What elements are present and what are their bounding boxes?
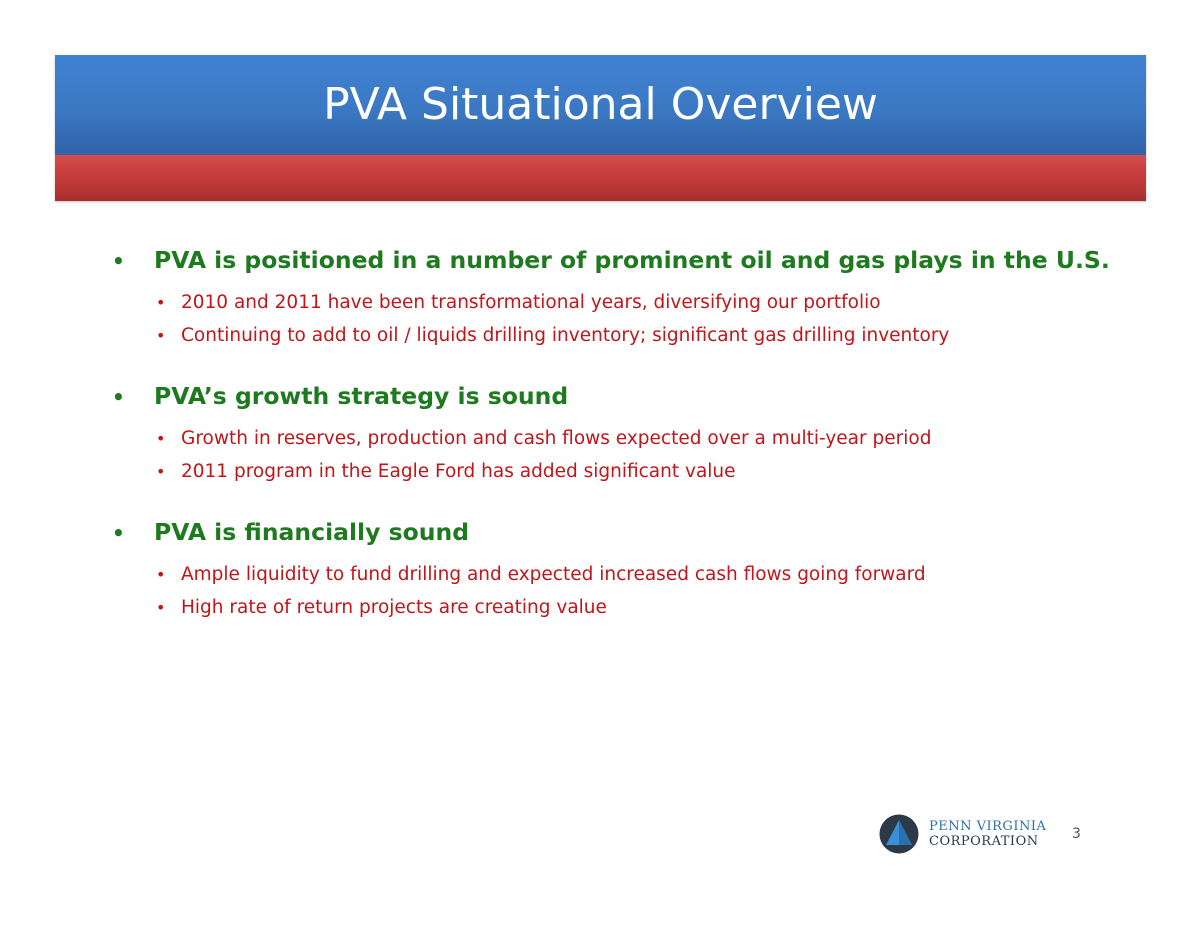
logo-wordmark bbox=[929, 819, 1046, 849]
sub-bullet bbox=[156, 319, 1112, 352]
sub-bullet-list bbox=[112, 286, 1112, 352]
title-banner-top bbox=[55, 55, 1146, 155]
bullet-icon: • bbox=[156, 326, 166, 345]
page-number: 3 bbox=[1072, 826, 1081, 842]
slide-title: PVA Situational Overview bbox=[323, 79, 878, 130]
title-banner-stripe bbox=[55, 155, 1146, 201]
bullet-icon: • bbox=[156, 565, 166, 584]
slide-content bbox=[112, 242, 1112, 650]
sub-bullet bbox=[156, 422, 1112, 455]
bullet-icon: • bbox=[156, 598, 166, 617]
triangle-in-circle-icon bbox=[879, 814, 919, 854]
sub-bullet-list bbox=[112, 558, 1112, 624]
section-heading bbox=[112, 514, 1112, 550]
sub-bullet bbox=[156, 591, 1112, 624]
section-heading-text: PVA is positioned in a number of prominent oil and gas plays in the U.S. bbox=[154, 246, 1110, 274]
title-banner bbox=[55, 55, 1146, 201]
sub-bullet-text: 2011 program in the Eagle Ford has added significant value bbox=[181, 461, 736, 482]
company-logo bbox=[879, 814, 1046, 854]
sub-bullet-list bbox=[112, 422, 1112, 488]
sub-bullet bbox=[156, 558, 1112, 591]
sub-bullet-text: Continuing to add to oil / liquids drilling inventory; significant gas drilling inventory bbox=[181, 325, 950, 346]
section-positioning bbox=[112, 242, 1112, 352]
sub-bullet bbox=[156, 286, 1112, 319]
bullet-icon: • bbox=[156, 462, 166, 481]
sub-bullet-text: 2010 and 2011 have been transformational years, diversifying our portfolio bbox=[181, 292, 881, 313]
bullet-icon: • bbox=[156, 429, 166, 448]
section-growth-strategy bbox=[112, 378, 1112, 488]
section-heading-text: PVA’s growth strategy is sound bbox=[154, 382, 569, 410]
bullet-icon: • bbox=[112, 385, 125, 409]
sub-bullet-text: Growth in reserves, production and cash flows expected over a multi-year period bbox=[181, 428, 932, 449]
sub-bullet-text: Ample liquidity to fund drilling and expected increased cash flows going forward bbox=[181, 564, 926, 585]
section-financial bbox=[112, 514, 1112, 624]
section-heading bbox=[112, 242, 1112, 278]
sub-bullet bbox=[156, 455, 1112, 488]
logo-line-2: CORPORATION bbox=[929, 834, 1039, 849]
sub-bullet-text: High rate of return projects are creating value bbox=[181, 597, 607, 618]
bullet-icon: • bbox=[112, 521, 125, 545]
bullet-icon: • bbox=[112, 249, 125, 273]
section-heading-text: PVA is financially sound bbox=[154, 518, 470, 546]
section-heading bbox=[112, 378, 1112, 414]
logo-line-1: PENN VIRGINIA bbox=[929, 819, 1047, 834]
bullet-icon: • bbox=[156, 293, 166, 312]
